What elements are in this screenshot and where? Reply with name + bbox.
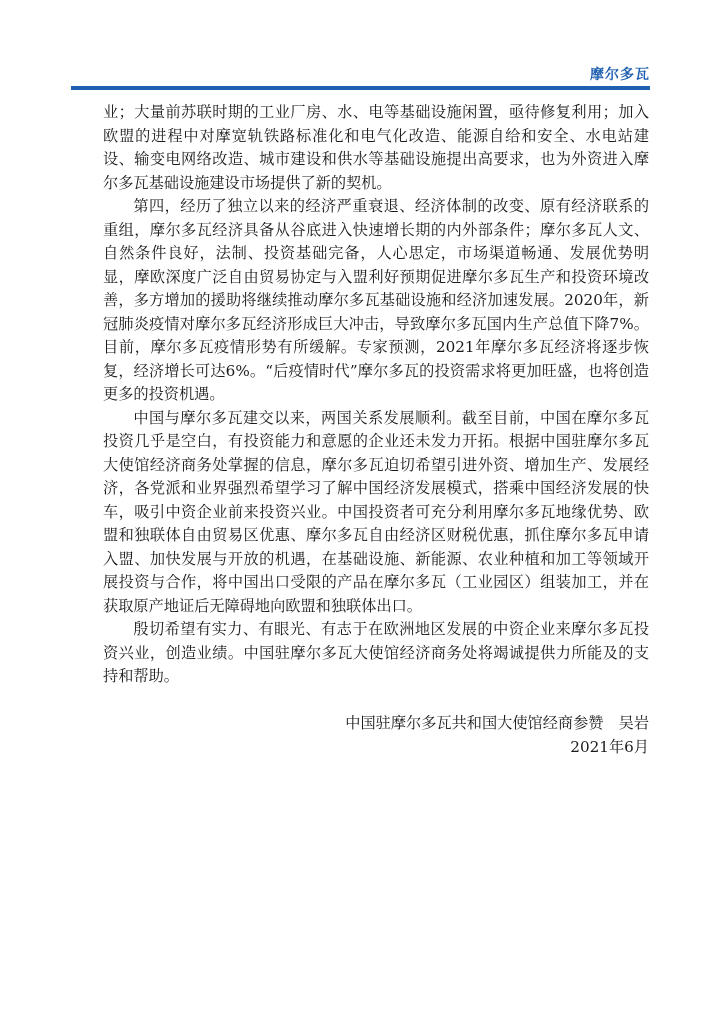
signature-date: 2021年6月 bbox=[570, 738, 649, 756]
paragraph-1: 业；大量前苏联时期的工业厂房、水、电等基础设施闲置，亟待修复利用；加入欧盟的进程中对摩宽轨铁路标准化和电气化改造、能源自给和安全、水电站建设、输变电网络改造、城市建设和供水等基础设施提出高要求，也为外资进入摩尔多瓦基础设施建设市场提供了新的契机。 bbox=[103, 103, 649, 192]
signature-author: 中国驻摩尔多瓦共和国大使馆经商参赞 吴岩 bbox=[345, 714, 649, 732]
header-rule bbox=[71, 86, 650, 90]
body-text bbox=[103, 101, 649, 689]
page-header bbox=[71, 64, 650, 88]
paragraph-2: 第四，经历了独立以来的经济严重衰退、经济体制的改变、原有经济联系的重组，摩尔多瓦经济具备从谷底进入快速增长期的内外部条件；摩尔多瓦人文、自然条件良好，法制、投资基础完备，人心思定，市场渠道畅通、发展优势明显，摩欧深度广泛自由贸易协定与入盟利好预期促进摩尔多瓦生产和投资环境改善，多方增加的援助将继续推动摩尔多瓦基础设施和经济加速发展。2020年，新冠肺炎疫情对摩尔多瓦经济形成巨大冲击，导致摩尔多瓦国内生产总值下降7%。目前，摩尔多瓦疫情形势有所缓解。专家预测，2021年摩尔多瓦经济将逐步恢复，经济增长可达6%。“后疫情时代”摩尔多瓦的投资需求将更加旺盛，也将创造更多的投资机遇。 bbox=[103, 197, 649, 403]
paragraph-3: 中国与摩尔多瓦建交以来，两国关系发展顺利。截至目前，中国在摩尔多瓦投资几乎是空白，有投资能力和意愿的企业还未发力开拓。根据中国驻摩尔多瓦大使馆经济商务处掌握的信息，摩尔多瓦迫切希望引进外资、增加生产、发展经济，各党派和业界强烈希望学习了解中国经济发展模式，搭乘中国经济发展的快车，吸引中资企业前来投资兴业。中国投资者可充分利用摩尔多瓦地缘优势、欧盟和独联体自由贸易区优惠、摩尔多瓦自由经济区财税优惠，抓住摩尔多瓦申请入盟、加快发展与开放的机遇，在基础设施、新能源、农业种植和加工等领域开展投资与合作，将中国出口受限的产品在摩尔多瓦（工业园区）组装加工，并在获取原产地证后无障碍地向欧盟和独联体出口。 bbox=[103, 408, 649, 615]
signature-block bbox=[345, 711, 649, 759]
header-title: 摩尔多瓦 bbox=[590, 67, 650, 83]
paragraph-4: 殷切希望有实力、有眼光、有志于在欧洲地区发展的中资企业来摩尔多瓦投资兴业，创造业绩。中国驻摩尔多瓦大使馆经济商务处将竭诚提供力所能及的支持和帮助。 bbox=[103, 620, 649, 685]
